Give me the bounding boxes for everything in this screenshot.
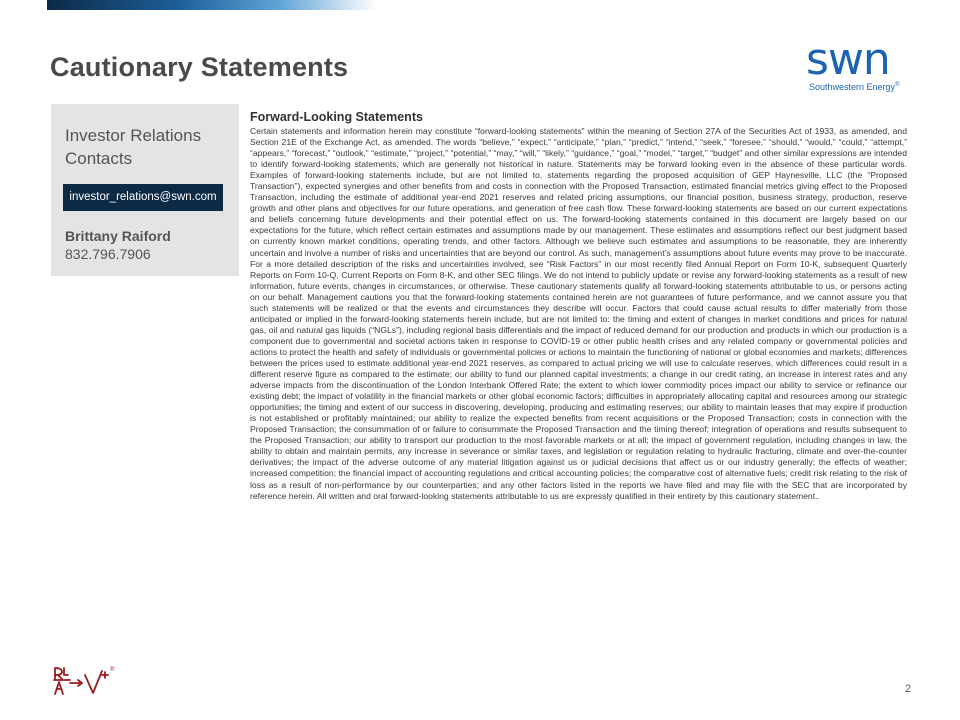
investor-relations-panel: [51, 104, 239, 276]
forward-looking-body: Certain statements and information herein may constitute “forward-looking statements” within the meaning of Section 27A of the Securities Act of 1933, as amended, and Section 21E of the Exchange Act, as amended. The words “believe,” “expect,” “anticipate,” “plan,” “predict,” “intend,” “seek,” “foresee,” “should,” “would,” “could,” “attempt,” “appears,” “forecast,” “outlook,” “estimate,” “project,” “potential,” “may,” “will,” “likely,” “guidance,” “goal,” “model,” “target,” “budget” and other similar expressions are intended to identify forward-looking statements, which are generally not historical in nature. Statements may be forward looking even in the absence of these particular words. Examples of forward-looking statements include, but are not limited to, statements regarding the proposed acquisition of GEP Haynesville, LLC (the “Proposed Transaction”), expected synergies and other benefits from and costs in connection with the Proposed Transaction, estimated financial metrics giving effect to the Proposed Transaction, including the estimate of additional year-end 2021 reserves and related pricing assumptions, our financial position, business strategy, production, reserve growth and other plans and objectives for our future operations, and generation of free cash flow. These forward-looking statements are based on our current expectations and beliefs concerning future developments and their potential effect on us. The forward-looking statements contained in this document are largely based on our expectations for the future, which reflect certain estimates and assumptions made by our management. These estimates and assumptions reflect our best judgment based on currently known market conditions, operating trends, and other factors. Although we believe such estimates and assumptions to be reasonable, they are inherently uncertain and involve a number of risks and uncertainties that are beyond our control. As such, management’s assumptions about future events may prove to be inaccurate. For a more detailed description of the risks and uncertainties involved, see “Risk Factors” in our most recently filed Annual Report on Form 10-K, subsequent Quarterly Reports on Form 10-Q, Current Reports on Form 8-K, and other SEC filings. We do not intend to publicly update or revise any forward-looking statements as a result of new information, future events, changes in circumstances, or otherwise. These cautionary statements qualify all forward-looking statements attributable to us, or persons acting on our behalf. Management cautions you that the forward-looking statements contained herein are not guarantees of future performance, and we cannot assure you that such statements will be realized or that the events and circumstances they describe will occur. Factors that could cause actual results to differ materially from those anticipated or implied in the forward-looking statements herein include, but are not limited to: the timing and extent of changes in market conditions and prices for natural gas, oil and natural gas liquids (“NGLs”), including regional basis differentials and the impact of reduced demand for our production and products in which our production is a component due to governmental and societal actions taken in response to COVID-19 or other public health crises and any related company or governmental policies and actions to protect the health and safety of individuals or governmental policies or actions to maintain the functioning of national or global economies and markets; differences between the prices used to estimate additional year-end 2021 reserves, as compared to actual pricing we will use to calculate reserves, which differences could result in a different reserve figure as compared to the estimate; our ability to fund our planned capital investments; a change in our credit rating, an increase in interest rates and any adverse impacts from the discontinuation of the London Interbank Offered Rate; the extent to which lower commodity prices impact our ability to service or refinance our existing debt; the impact of volatility in the financial markets or other global economic factors; difficulties in appropriately allocating capital and resources among our strategic opportunities; the timing and extent of our success in discovering, developing, producing and estimating reserves; our ability to maintain leases that may expire if production is not established or profitably maintained; our ability to realize the expected benefits from recent acquisitions or the Proposed Transaction; costs in connection with the Proposed Transaction; the consummation of or failure to consummate the Proposed Transaction and the timing thereof; integration of operations and results subsequent to the Proposed Transaction; our ability to transport our production to the most favorable markets or at all; the impact of government regulation, including changes in law, the ability to obtain and maintain permits, any increase in severance or similar taxes, and legislation or regulation relating to hydraulic fracturing, climate and over-the-counter derivatives; the impact of the adverse outcome of any material litigation against us or judicial decisions that affect us or our industry generally; the effects of weather; increased competition; the financial impact of accounting regulations and critical accounting policies; the comparative cost of alternative fuels; credit risk relating to the risk of loss as a result of non-performance by our counterparties; and any other factors listed in the reports we have filed and may file with the SEC that are incorporated by reference herein. All written and oral forward-looking statements attributable to us are expressly qualified in their entirety by this cautionary statement..: [250, 126, 907, 501]
svg-text:®: ®: [110, 667, 115, 673]
registered-mark: ®: [895, 82, 900, 88]
rav-logo-icon: [52, 663, 124, 697]
investor-relations-title: Investor Relations Contacts: [65, 126, 202, 168]
logo-wordmark: swn: [806, 34, 890, 85]
contact-name: Brittany Raiford: [65, 228, 171, 244]
page-title: Cautionary Statements: [50, 52, 349, 82]
forward-looking-heading: Forward-Looking Statements: [250, 110, 423, 124]
company-logo: [800, 34, 920, 98]
logo-tagline-text: Southwestern Energy: [809, 82, 896, 92]
header-accent-bar: [47, 0, 377, 10]
page-number: 2: [905, 683, 912, 695]
contact-phone: 832.796.7906: [65, 246, 151, 262]
investor-email-link[interactable]: investor_relations@swn.com: [63, 184, 223, 211]
logo-tagline: [809, 82, 899, 92]
